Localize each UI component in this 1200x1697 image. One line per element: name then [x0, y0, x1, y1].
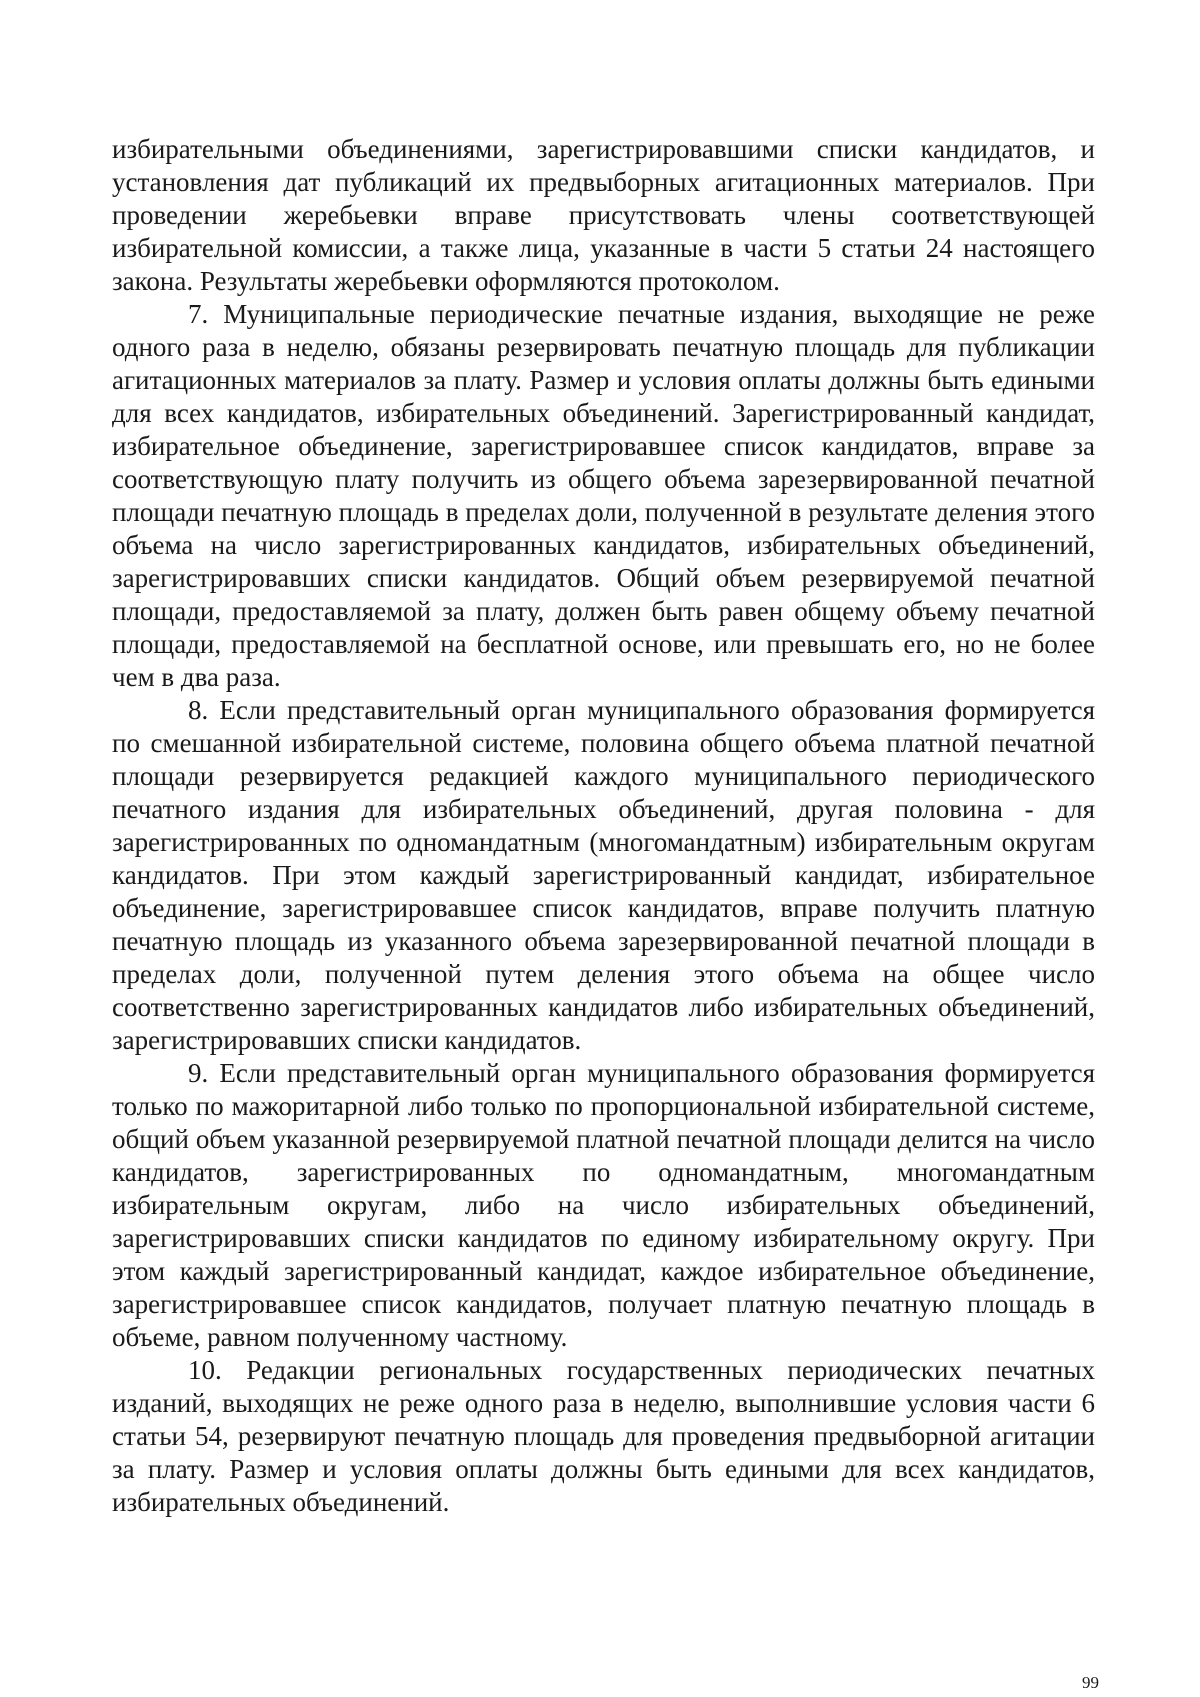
paragraph-item-9: 9. Если представительный орган муниципального образования формируется только по мажоритарной либо только по пропорциональной избирательной системе, общий объем указанной резервируемой платной печатной площади делится на число кандидатов, зарегистрированных по одномандатным, многомандатным избирательным округам, либо на число избирательных объединений, зарегистрировавших списки кандидатов по единому избирательному округу. При этом каждый зарегистрированный кандидат, каждое избирательное объединение, зарегистрировавшее список кандидатов, получает платную печатную площадь в объеме, равном полученному частному.	[112, 1058, 1095, 1352]
paragraph-item-10: 10. Редакции региональных государственных периодических печатных изданий, выходящих не реже одного раза в неделю, выполнившие условия части 6 статьи 54, резервируют печатную площадь для проведения предвыборной агитации за плату. Размер и условия оплаты должны быть едиными для всех кандидатов, избирательных объединений.	[112, 1355, 1095, 1517]
paragraph-continuation: избирательными объединениями, зарегистрировавшими списки кандидатов, и установления дат публикаций их предвыборных агитационных материалов. При проведении жеребьевки вправе присутствовать члены соответствующей избирательной комиссии, а также лица, указанные в части 5 статьи 24 настоящего закона. Результаты жеребьевки оформляются протоколом.	[112, 134, 1095, 296]
page-number: 99	[1082, 1673, 1099, 1692]
document-body	[112, 133, 1095, 1519]
paragraph-item-7: 7. Муниципальные периодические печатные издания, выходящие не реже одного раза в неделю, обязаны резервировать печатную площадь для публикации агитационных материалов за плату. Размер и условия оплаты должны быть едиными для всех кандидатов, избирательных объединений. Зарегистрированный кандидат, избирательное объединение, зарегистрировавшее список кандидатов, вправе за соответствующую плату получить из общего объема зарезервированной печатной площади печатную площадь в пределах доли, полученной в результате деления этого объема на число зарегистрированных кандидатов, избирательных объединений, зарегистрировавших списки кандидатов. Общий объем резервируемой печатной площади, предоставляемой за плату, должен быть равен общему объему печатной площади, предоставляемой на бесплатной основе, или превышать его, но не более чем в два раза.	[112, 299, 1095, 692]
paragraph-item-8: 8. Если представительный орган муниципального образования формируется по смешанной избирательной системе, половина общего объема платной печатной площади резервируется редакцией каждого муниципального периодического печатного издания для избирательных объединений, другая половина - для зарегистрированных по одномандатным (многомандатным) избирательным округам кандидатов. При этом каждый зарегистрированный кандидат, избирательное объединение, зарегистрировавшее список кандидатов, вправе получить платную печатную площадь из указанного объема зарезервированной печатной площади в пределах доли, полученной путем деления этого объема на общее число соответственно зарегистрированных кандидатов либо избирательных объединений, зарегистрировавших списки кандидатов.	[112, 695, 1095, 1055]
